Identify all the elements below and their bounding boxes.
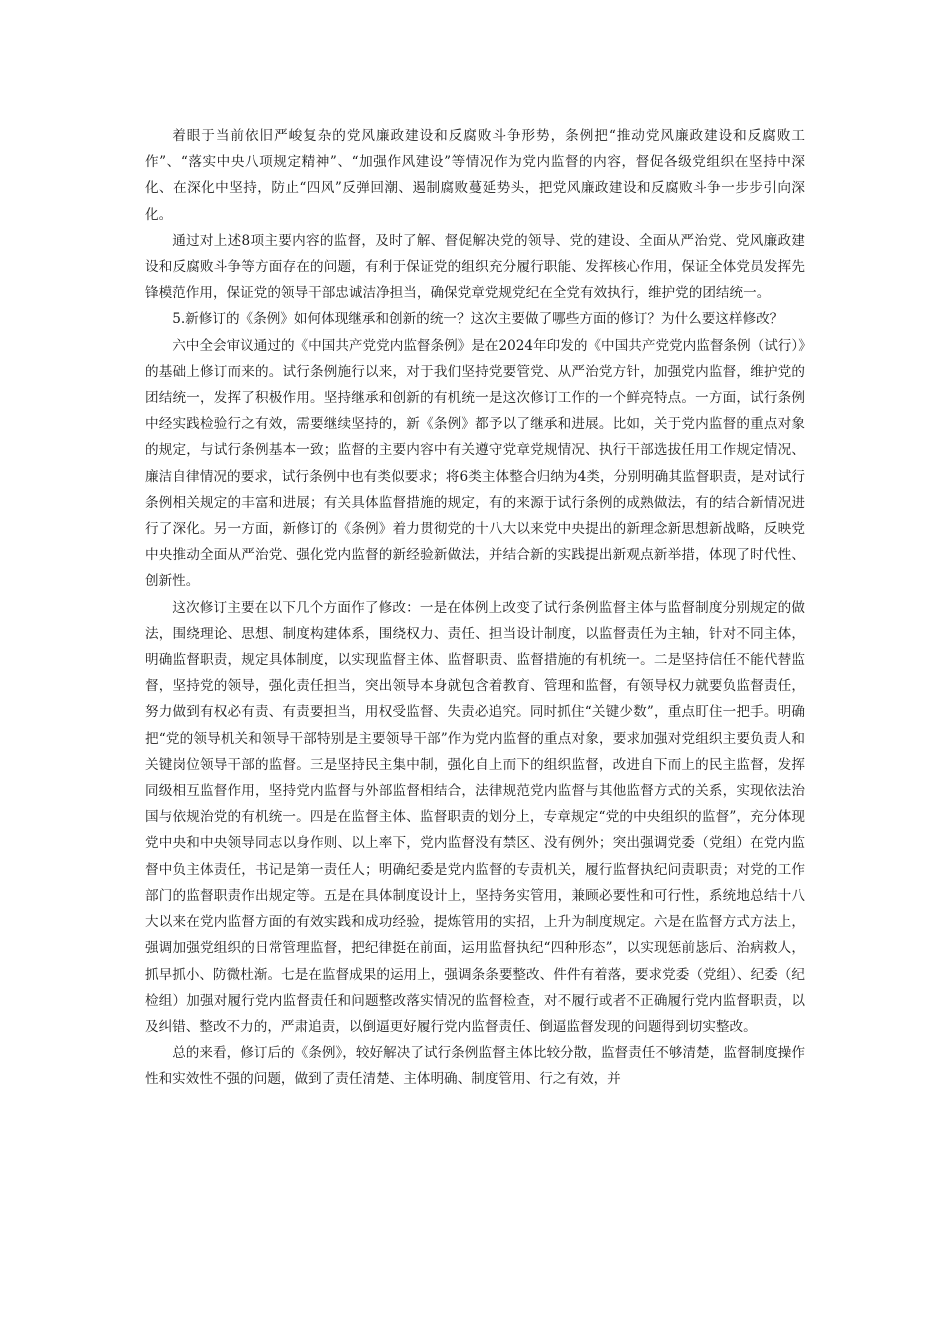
paragraph-6: 总的来看，修订后的《条例》，较好解决了试行条例监督主体比较分散，监督责任不够清楚，监督制度操作性和实效性不强的问题，做到了责任清楚、主体明确、制度管用、行之有效，并	[145, 1045, 805, 1088]
paragraph-2: 通过对上述8项主要内容的监督，及时了解、督促解决党的领导、党的建设、全面从严治党、党风廉政建设和反腐败斗争等方面存在的问题，有利于保证党的组织充分履行职能、发挥核心作用，保证全体党员发挥先锋模范作用，保证党的领导干部忠诚洁净担当，确保党章党规党纪在全党有效执行，维护党的团结统一。	[145, 232, 805, 302]
document-body	[145, 123, 805, 1093]
question-heading: 5.新修订的《条例》如何体现继承和创新的统一？这次主要做了哪些方面的修订？为什么要这样修改？	[172, 311, 784, 328]
paragraph-1: 着眼于当前依旧严峻复杂的党风廉政建设和反腐败斗争形势，条例把“推动党风廉政建设和反腐败工作”、“落实中央八项规定精神”、“加强作风建设”等情况作为党内监督的内容，督促各级党组织在坚持中深化、在深化中坚持，防止“四风”反弹回潮、遏制腐败蔓延势头，把党风廉政建设和反腐败斗争一步步引向深化。	[145, 128, 805, 223]
paragraph-5: 这次修订主要在以下几个方面作了修改：一是在体例上改变了试行条例监督主体与监督制度分别规定的做法，围绕理论、思想、制度构建体系，围绕权力、责任、担当设计制度，以监督责任为主轴，针对不同主体，明确监督职责，规定具体制度，以实现监督主体、监督职责、监督措施的有机统一。二是坚持信任不能代替监督，坚持党的领导，强化责任担当，突出领导本身就包含着教育、管理和监督，有领导权力就要负监督责任，努力做到有权必有责、有责要担当，用权受监督、失责必追究。同时抓住“关键少数”，重点盯住一把手。明确把“党的领导机关和领导干部特别是主要领导干部”作为党内监督的重点对象，要求加强对党组织主要负责人和关键岗位领导干部的监督。三是坚持民主集中制，强化自上而下的组织监督，改进自下而上的民主监督，发挥同级相互监督作用，坚持党内监督与外部监督相结合，法律规范党内监督与其他监督方式的关系，实现依法治国与依规治党的有机统一。四是在监督主体、监督职责的划分上，专章规定“党的中央组织的监督”，充分体现党中央和中央领导同志以身作则、以上率下，党内监督没有禁区、没有例外；突出强调党委（党组）在党内监督中负主体责任，书记是第一责任人；明确纪委是党内监督的专责机关，履行监督执纪问责职责；对党的工作部门的监督职责作出规定等。五是在具体制度设计上，坚持务实管用，兼顾必要性和可行性，系统地总结十八大以来在党内监督方面的有效实践和成功经验，提炼管用的实招，上升为制度规定。六是在监督方式方法上，强调加强党组织的日常管理监督，把纪律挺在前面，运用监督执纪“四种形态”，以实现惩前毖后、治病救人，抓早抓小、防微杜渐。七是在监督成果的运用上，强调条条要整改、件件有着落，要求党委（党组）、纪委（纪检组）加强对履行党内监督责任和问题整改落实情况的监督检查，对不履行或者不正确履行党内监督职责，以及纠错、整改不力的，严肃追责，以倒逼更好履行党内监督责任、倒逼监督发现的问题得到切实整改。	[145, 599, 805, 1035]
paragraph-4: 六中全会审议通过的《中国共产党党内监督条例》是在2024年印发的《中国共产党党内监督条例（试行）》的基础上修订而来的。试行条例施行以来，对于我们坚持党要管党、从严治党方针，加强党内监督，维护党的团结统一，发挥了积极作用。坚持继承和创新的有机统一是这次修订工作的一个鲜亮特点。一方面，试行条例中经实践检验行之有效，需要继续坚持的，新《条例》都予以了继承和进展。比如，关于党内监督的重点对象的规定，与试行条例基本一致；监督的主要内容中有关遵守党章党规情况、执行干部选拔任用工作规定情况、廉洁自律情况的要求，试行条例中也有类似要求；将6类主体整合归纳为4类，分别明确其监督职责，是对试行条例相关规定的丰富和进展；有关具体监督措施的规定，有的来源于试行条例的成熟做法，有的结合新情况进行了深化。另一方面，新修订的《条例》着力贯彻党的十八大以来党中央提出的新理念新思想新战略，反映党中央推动全面从严治党、强化党内监督的新经验新做法，并结合新的实践提出新观点新举措，体现了时代性、创新性。	[145, 337, 805, 590]
